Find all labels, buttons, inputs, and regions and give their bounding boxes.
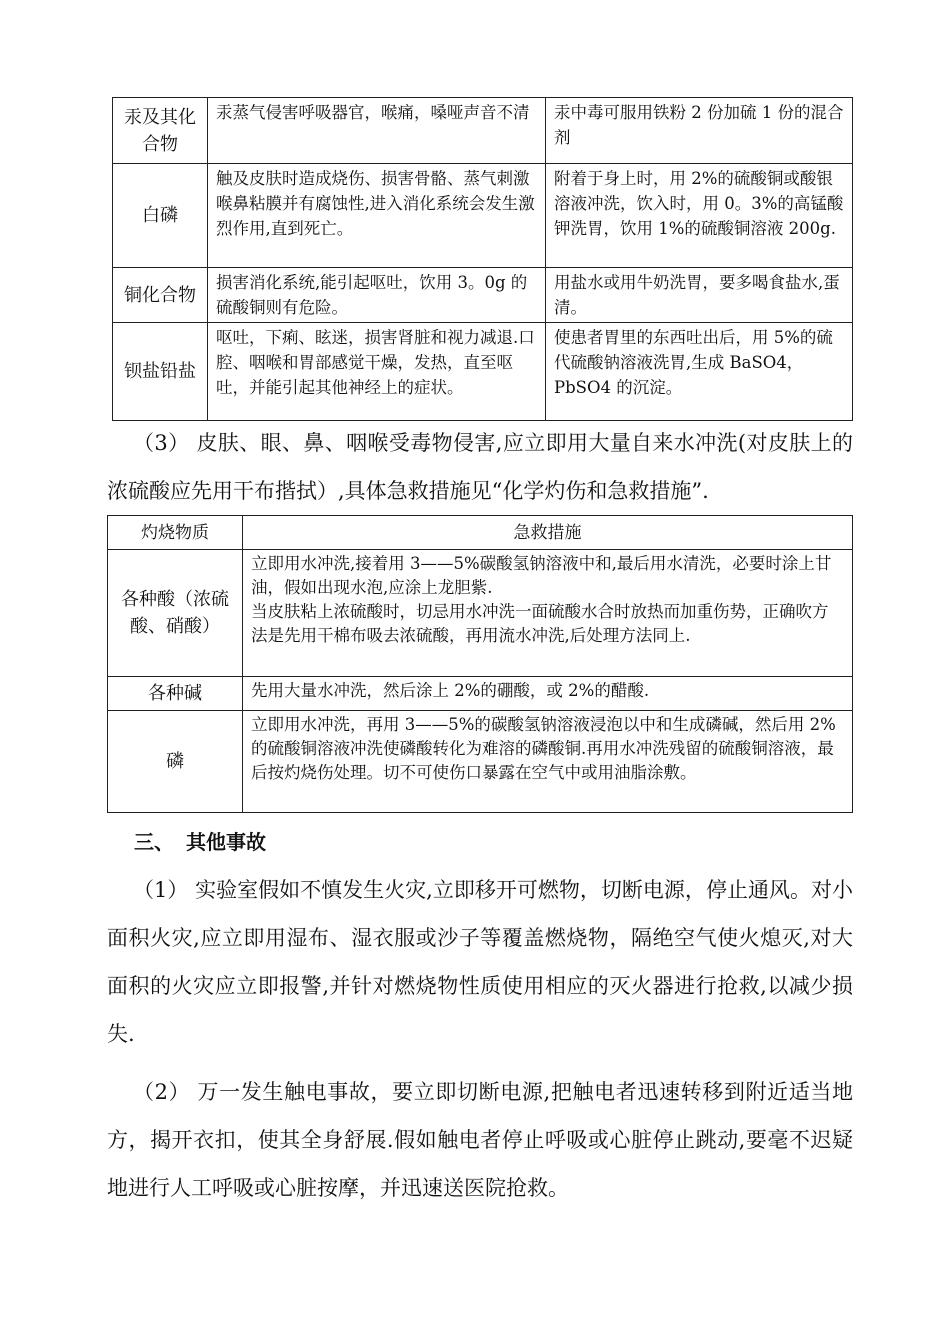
symptom-cell: 损害消化系统,能引起呕吐，饮用 3。0g 的硫酸铜则有危险。 [208,268,546,323]
measure-cell: 先用大量水冲洗，然后涂上 2%的硼酸，或 2%的醋酸. [243,677,853,711]
table-row [113,268,853,323]
substance-name: 各种酸（浓硫酸、硝酸） [108,550,243,677]
substance-name: 磷 [108,711,243,813]
substance-name: 汞及其化合物 [113,98,208,164]
substance-name: 各种碱 [108,677,243,711]
table-row [113,323,853,421]
symptom-cell: 汞蒸气侵害呼吸器官，喉痛，嗓哑声音不清 [208,98,546,164]
paragraph-1: （1） 实验室假如不慎发生火灾,立即移开可燃物，切断电源，停止通风。对小面积火灾,应立即用湿布、湿衣服或沙子等覆盖燃烧物，隔绝空气使火熄灭,对大面积的火灾应立即报警,并针对燃烧物性质使用相应的灭火器进行抢救,以减少损失. [107,878,853,1046]
treatment-cell: 汞中毒可服用铁粉 2 份加硫 1 份的混合剂 [546,98,853,164]
table-row [108,711,853,813]
treatment-cell: 附着于身上时，用 2%的硫酸铜或酸银溶液冲洗，饮入时，用 0。3%的高锰酸钾洗胃，饮用 1%的硫酸铜溶液 200g. [546,164,853,268]
paragraph-2: （2） 万一发生触电事故，要立即切断电源,把触电者迅速转移到附近适当地方，揭开衣扣，使其全身舒展.假如触电者停止呼吸或心脏停止跳动,要毫不迟疑地进行人工呼吸或心脏按摩，并迅速送医院抢救。 [107,1080,853,1200]
symptom-cell: 触及皮肤时造成烧伤、损害骨骼、蒸气刺激喉鼻粘膜并有腐蚀性,进入消化系统会发生激烈作用,直到死亡。 [208,164,546,268]
measure-text-2: 当皮肤粘上浓硫酸时，切忌用水冲洗一面硫酸水合时放热而加重伤势，正确吹方法是先用干棉布吸去浓硫酸，再用流水冲洗,后处理方法同上. [251,602,829,645]
measure-cell: 立即用水冲洗，再用 3——5%的碳酸氢钠溶液浸泡以中和生成磷碱，然后用 2%的硫酸铜溶液冲洗使磷酸转化为难溶的磷酸铜.再用水冲洗残留的硫酸铜溶液，最后按灼烧伤处理。切不可使伤口暴露在空气中或用油脂涂敷。 [243,711,853,813]
burn-table [107,515,853,813]
table-header-row [108,516,853,550]
treatment-cell: 用盐水或用牛奶洗胃，要多喝食盐水,蛋清。 [546,268,853,323]
section-title: 其他事故 [186,830,266,854]
header-substance: 灼烧物质 [108,516,243,550]
symptom-cell: 呕吐，下痢、眩迷，损害肾脏和视力减退.口腔、咽喉和胃部感觉干燥，发热，直至呕吐，并能引起其他神经上的症状。 [208,323,546,421]
table-row [113,98,853,164]
table-row [113,164,853,268]
substance-name: 钡盐铅盐 [113,323,208,421]
treatment-cell: 使患者胃里的东西吐出后，用 5%的硫代硫酸钠溶液洗胃,生成 BaSO4，PbSO4 的沉淀。 [546,323,853,421]
poison-table [112,97,853,421]
substance-name: 白磷 [113,164,208,268]
section-heading [134,827,266,857]
substance-name: 铜化合物 [113,268,208,323]
measure-text: 立即用水冲洗,接着用 3——5%碳酸氢钠溶液中和,最后用水清洗，必要时涂上甘油，假如出现水泡,应涂上龙胆紫. [251,554,832,597]
header-measures: 急救措施 [243,516,853,550]
table-row [108,550,853,677]
paragraph-3: （3） 皮肤、眼、鼻、咽喉受毒物侵害,应立即用大量自来水冲洗(对皮肤上的浓硫酸应先用干布揩拭）,具体急救措施见“化学灼伤和急救措施”. [107,431,853,503]
table-row [108,677,853,711]
measure-cell [243,550,853,677]
section-number: 三、 [134,830,174,854]
